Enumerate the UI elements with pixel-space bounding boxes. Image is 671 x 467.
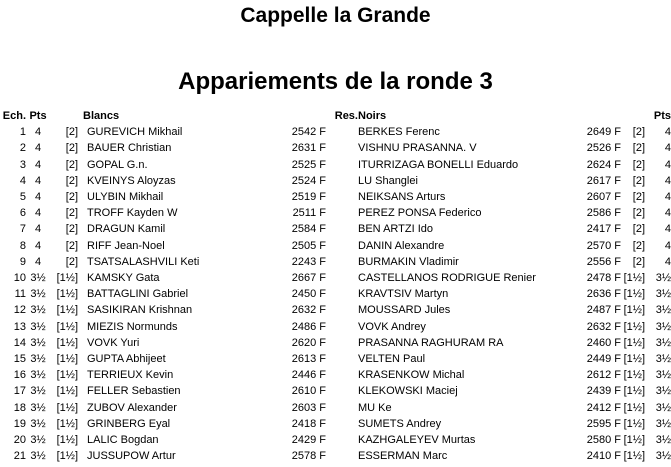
result-cell xyxy=(326,351,358,367)
black-player-name: KAZHGALEYEV Murtas xyxy=(358,434,476,447)
black-player-name: PRASANNA RAGHURAM RA xyxy=(358,336,504,349)
board-number: 21 xyxy=(13,450,26,463)
board-number: 20 xyxy=(13,434,26,447)
board-number: 11 xyxy=(14,288,26,301)
table-row xyxy=(0,367,671,383)
white-player-name: DRAGUN Kamil xyxy=(87,223,166,236)
white-player-name: TSATSALASHVILI Keti xyxy=(87,255,200,268)
black-bracket-score: [1½] xyxy=(623,369,645,382)
black-bracket-score: [1½] xyxy=(623,272,645,285)
white-rating: 2613 F xyxy=(291,353,326,366)
black-bracket-score: [2] xyxy=(632,223,645,236)
table-row xyxy=(0,302,671,318)
table-row xyxy=(0,238,671,254)
black-bracket-score: [2] xyxy=(632,174,645,187)
white-player-name: GOPAL G.n. xyxy=(87,158,148,171)
board-number: 1 xyxy=(19,126,26,139)
black-bracket-score: [1½] xyxy=(623,450,645,463)
black-rating: 2412 F xyxy=(586,401,621,414)
white-player-name: JUSSUPOW Artur xyxy=(87,450,176,463)
black-bracket-score: [1½] xyxy=(623,401,645,414)
black-player-name: KRASENKOW Michal xyxy=(358,369,465,382)
white-points: 4 xyxy=(34,207,42,220)
white-rating: 2243 F xyxy=(291,255,326,268)
table-row xyxy=(0,383,671,399)
black-points: 3½ xyxy=(655,385,671,398)
black-points: 4 xyxy=(664,239,671,252)
result-cell xyxy=(326,416,358,432)
white-points: 3½ xyxy=(30,304,46,317)
table-row xyxy=(0,286,671,302)
table-row xyxy=(0,173,671,189)
black-rating: 2570 F xyxy=(586,239,621,252)
black-bracket-score: [1½] xyxy=(623,304,645,317)
black-points: 3½ xyxy=(655,304,671,317)
white-points: 3½ xyxy=(30,385,46,398)
white-points: 3½ xyxy=(30,288,46,301)
white-bracket-score: [1½] xyxy=(56,320,78,333)
result-cell xyxy=(326,302,358,318)
table-row xyxy=(0,432,671,448)
white-bracket-score: [1½] xyxy=(56,385,78,398)
result-cell xyxy=(326,335,358,351)
table-row xyxy=(0,270,671,286)
white-points: 3½ xyxy=(30,417,46,430)
black-rating: 2607 F xyxy=(586,191,621,204)
col-header-noirs: Noirs xyxy=(358,110,387,122)
board-number: 17 xyxy=(13,385,26,398)
table-row xyxy=(0,205,671,221)
white-rating: 2542 F xyxy=(291,126,326,139)
table-row xyxy=(0,189,671,205)
white-rating: 2429 F xyxy=(291,434,326,447)
white-player-name: FELLER Sebastien xyxy=(87,385,181,398)
black-rating: 2449 F xyxy=(586,353,621,366)
white-player-name: BAUER Christian xyxy=(87,142,172,155)
white-bracket-score: [2] xyxy=(65,158,78,171)
result-cell xyxy=(326,286,358,302)
black-points: 4 xyxy=(664,255,671,268)
black-player-name: LU Shanglei xyxy=(358,174,418,187)
white-bracket-score: [2] xyxy=(65,207,78,220)
black-points: 3½ xyxy=(655,320,671,333)
result-cell xyxy=(326,238,358,254)
col-header-res: Res. xyxy=(334,110,358,122)
white-player-name: LALIC Bogdan xyxy=(87,434,159,447)
table-row xyxy=(0,254,671,270)
white-bracket-score: [1½] xyxy=(56,369,78,382)
white-bracket-score: [1½] xyxy=(56,272,78,285)
white-rating: 2584 F xyxy=(291,223,326,236)
black-points: 3½ xyxy=(655,288,671,301)
white-points: 4 xyxy=(34,158,42,171)
board-number: 10 xyxy=(13,272,26,285)
col-header-pts: Pts xyxy=(29,110,47,122)
black-rating: 2410 F xyxy=(586,450,621,463)
white-player-name: MIEZIS Normunds xyxy=(87,320,178,333)
white-bracket-score: [2] xyxy=(65,239,78,252)
board-number: 15 xyxy=(13,353,26,366)
black-bracket-score: [1½] xyxy=(623,353,645,366)
table-row xyxy=(0,351,671,367)
black-rating: 2556 F xyxy=(586,255,621,268)
result-cell xyxy=(326,383,358,399)
board-number: 16 xyxy=(13,369,26,382)
black-player-name: MOUSSARD Jules xyxy=(358,304,451,317)
white-player-name: TROFF Kayden W xyxy=(87,207,178,220)
white-bracket-score: [2] xyxy=(65,223,78,236)
white-bracket-score: [1½] xyxy=(56,434,78,447)
black-points: 4 xyxy=(664,126,671,139)
black-player-name: BERKES Ferenc xyxy=(358,126,440,139)
black-player-name: PEREZ PONSA Federico xyxy=(358,207,482,220)
black-player-name: ITURRIZAGA BONELLI Eduardo xyxy=(358,158,519,171)
white-rating: 2667 F xyxy=(291,272,326,285)
table-row xyxy=(0,124,671,140)
white-rating: 2632 F xyxy=(291,304,326,317)
page-title: Cappelle la Grande xyxy=(240,4,431,27)
table-row xyxy=(0,335,671,351)
table-row xyxy=(0,448,671,464)
table-row xyxy=(0,400,671,416)
black-bracket-score: [2] xyxy=(632,239,645,252)
white-points: 4 xyxy=(34,223,42,236)
result-cell xyxy=(326,124,358,140)
white-player-name: GUPTA Abhijeet xyxy=(87,353,166,366)
white-rating: 2525 F xyxy=(291,158,326,171)
result-cell xyxy=(326,448,358,464)
white-bracket-score: [2] xyxy=(65,126,78,139)
black-points: 4 xyxy=(664,142,671,155)
black-points: 3½ xyxy=(655,369,671,382)
black-points: 4 xyxy=(664,191,671,204)
result-cell xyxy=(326,432,358,448)
pairings-table xyxy=(0,108,671,464)
white-player-name: GRINBERG Eyal xyxy=(87,417,171,430)
result-cell xyxy=(326,221,358,237)
white-points: 3½ xyxy=(30,272,46,285)
white-rating: 2610 F xyxy=(291,385,326,398)
white-bracket-score: [2] xyxy=(65,191,78,204)
white-rating: 2418 F xyxy=(291,417,326,430)
result-cell xyxy=(326,254,358,270)
black-rating: 2417 F xyxy=(586,223,621,236)
black-points: 3½ xyxy=(655,401,671,414)
board-number: 5 xyxy=(19,191,26,204)
board-number: 9 xyxy=(19,255,26,268)
white-bracket-score: [2] xyxy=(65,142,78,155)
black-rating: 2617 F xyxy=(586,174,621,187)
black-rating: 2487 F xyxy=(586,304,621,317)
white-rating: 2603 F xyxy=(291,401,326,414)
col-header-blancs: Blancs xyxy=(83,110,120,122)
black-bracket-score: [2] xyxy=(632,142,645,155)
black-bracket-score: [2] xyxy=(632,255,645,268)
white-rating: 2620 F xyxy=(291,336,326,349)
white-bracket-score: [2] xyxy=(65,174,78,187)
black-bracket-score: [1½] xyxy=(623,336,645,349)
black-player-name: DANIN Alexandre xyxy=(358,239,445,252)
black-rating: 2649 F xyxy=(586,126,621,139)
black-player-name: CASTELLANOS RODRIGUE Renier xyxy=(358,272,536,285)
result-cell xyxy=(326,319,358,335)
result-cell xyxy=(326,367,358,383)
white-player-name: SASIKIRAN Krishnan xyxy=(87,304,193,317)
table-row xyxy=(0,140,671,156)
board-number: 8 xyxy=(19,239,26,252)
black-rating: 2478 F xyxy=(586,272,621,285)
table-row xyxy=(0,416,671,432)
white-bracket-score: [1½] xyxy=(56,353,78,366)
board-number: 14 xyxy=(13,336,26,349)
black-points: 3½ xyxy=(655,336,671,349)
white-bracket-score: [1½] xyxy=(56,336,78,349)
white-points: 3½ xyxy=(30,353,46,366)
black-rating: 2612 F xyxy=(586,369,621,382)
black-player-name: MU Ke xyxy=(358,401,392,414)
white-points: 4 xyxy=(34,126,42,139)
white-bracket-score: [1½] xyxy=(56,417,78,430)
black-bracket-score: [1½] xyxy=(623,417,645,430)
result-cell xyxy=(326,173,358,189)
white-rating: 2511 F xyxy=(292,207,326,220)
round-heading: Appariements de la ronde 3 xyxy=(178,68,493,95)
black-bracket-score: [1½] xyxy=(623,434,645,447)
white-points: 4 xyxy=(34,174,42,187)
white-player-name: BATTAGLINI Gabriel xyxy=(87,288,189,301)
white-player-name: TERRIEUX Kevin xyxy=(87,369,174,382)
white-bracket-score: [1½] xyxy=(56,401,78,414)
result-cell xyxy=(326,205,358,221)
black-points: 4 xyxy=(664,174,671,187)
white-points: 3½ xyxy=(30,369,46,382)
white-rating: 2578 F xyxy=(291,450,326,463)
black-player-name: VISHNU PRASANNA. V xyxy=(358,142,477,155)
white-player-name: ZUBOV Alexander xyxy=(87,401,177,414)
result-cell xyxy=(326,140,358,156)
black-rating: 2595 F xyxy=(586,417,621,430)
white-points: 3½ xyxy=(30,320,46,333)
white-points: 4 xyxy=(34,255,42,268)
col-header-pts-black: Pts xyxy=(653,110,671,122)
board-number: 3 xyxy=(19,158,26,171)
black-bracket-score: [1½] xyxy=(623,385,645,398)
white-rating: 2450 F xyxy=(291,288,326,301)
white-rating: 2505 F xyxy=(291,239,326,252)
white-rating: 2524 F xyxy=(291,174,326,187)
black-rating: 2460 F xyxy=(586,336,621,349)
white-rating: 2446 F xyxy=(291,369,326,382)
black-rating: 2632 F xyxy=(586,320,621,333)
black-bracket-score: [2] xyxy=(632,158,645,171)
white-rating: 2486 F xyxy=(291,320,326,333)
board-number: 7 xyxy=(19,223,26,236)
white-points: 3½ xyxy=(30,450,46,463)
board-number: 4 xyxy=(19,174,26,187)
black-rating: 2439 F xyxy=(586,385,621,398)
black-bracket-score: [2] xyxy=(632,191,645,204)
board-number: 18 xyxy=(13,401,26,414)
result-cell xyxy=(326,270,358,286)
result-cell xyxy=(326,400,358,416)
white-bracket-score: [1½] xyxy=(56,304,78,317)
result-cell xyxy=(326,157,358,173)
black-points: 3½ xyxy=(655,272,671,285)
white-points: 4 xyxy=(34,239,42,252)
board-number: 6 xyxy=(19,207,26,220)
black-bracket-score: [2] xyxy=(632,126,645,139)
white-player-name: RIFF Jean-Noel xyxy=(87,239,165,252)
table-header xyxy=(0,108,671,124)
white-points: 3½ xyxy=(30,401,46,414)
black-player-name: BURMAKIN Vladimir xyxy=(358,255,459,268)
white-points: 4 xyxy=(34,142,42,155)
white-points: 4 xyxy=(34,191,42,204)
black-rating: 2586 F xyxy=(586,207,621,220)
black-points: 3½ xyxy=(655,353,671,366)
board-number: 12 xyxy=(13,304,26,317)
black-player-name: VELTEN Paul xyxy=(358,353,426,366)
black-bracket-score: [1½] xyxy=(623,320,645,333)
black-points: 3½ xyxy=(655,450,671,463)
table-row xyxy=(0,319,671,335)
black-player-name: BEN ARTZI Ido xyxy=(358,223,433,236)
white-player-name: GUREVICH Mikhail xyxy=(87,126,183,139)
black-points: 4 xyxy=(664,223,671,236)
black-player-name: KLEKOWSKI Maciej xyxy=(358,385,458,398)
white-bracket-score: [2] xyxy=(65,255,78,268)
white-points: 3½ xyxy=(30,336,46,349)
black-bracket-score: [1½] xyxy=(623,288,645,301)
black-points: 3½ xyxy=(655,417,671,430)
black-points: 3½ xyxy=(655,434,671,447)
black-rating: 2636 F xyxy=(586,288,621,301)
white-rating: 2519 F xyxy=(291,191,326,204)
black-bracket-score: [2] xyxy=(632,207,645,220)
white-bracket-score: [1½] xyxy=(56,288,78,301)
white-player-name: KVEINYS Aloyzas xyxy=(87,174,176,187)
black-player-name: KRAVTSIV Martyn xyxy=(358,288,449,301)
board-number: 13 xyxy=(13,320,26,333)
black-player-name: NEIKSANS Arturs xyxy=(358,191,446,204)
black-rating: 2624 F xyxy=(586,158,621,171)
table-row xyxy=(0,157,671,173)
white-points: 3½ xyxy=(30,434,46,447)
white-rating: 2631 F xyxy=(291,142,326,155)
board-number: 2 xyxy=(19,142,26,155)
black-points: 4 xyxy=(664,158,671,171)
table-row xyxy=(0,221,671,237)
board-number: 19 xyxy=(13,417,26,430)
black-points: 4 xyxy=(664,207,671,220)
white-bracket-score: [1½] xyxy=(56,450,78,463)
black-rating: 2580 F xyxy=(586,434,621,447)
black-player-name: VOVK Andrey xyxy=(358,320,426,333)
black-player-name: SUMETS Andrey xyxy=(358,417,442,430)
black-player-name: ESSERMAN Marc xyxy=(358,450,448,463)
black-rating: 2526 F xyxy=(586,142,621,155)
white-player-name: VOVK Yuri xyxy=(87,336,140,349)
col-header-ech: Ech. xyxy=(2,110,26,122)
result-cell xyxy=(326,189,358,205)
white-player-name: KAMSKY Gata xyxy=(87,272,160,285)
white-player-name: ULYBIN Mikhail xyxy=(87,191,164,204)
